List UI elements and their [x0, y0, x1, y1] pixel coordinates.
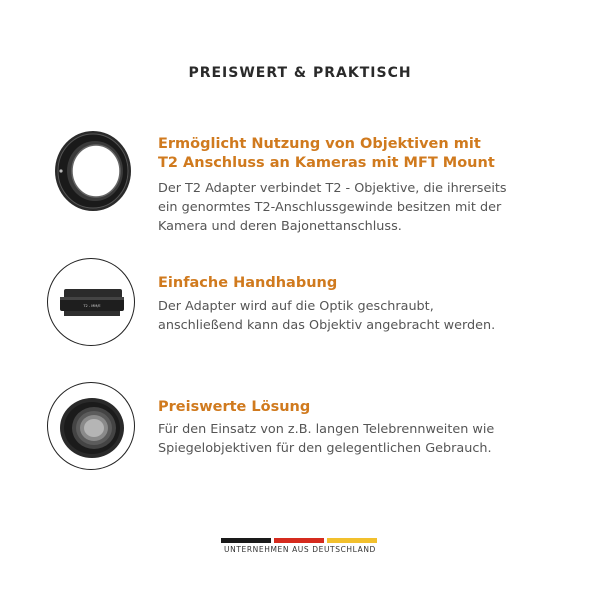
- feature-description-line: Kamera und deren Bajonettanschluss.: [158, 219, 402, 234]
- feature-heading-line: Einfache Handhabung: [158, 275, 338, 291]
- feature-heading-line: T2 Anschluss an Kameras mit MFT Mount: [158, 155, 495, 171]
- flag-stripe-red: [274, 538, 324, 543]
- adapter-ring-icon: [47, 127, 135, 215]
- adapter-engraving: T2 - MM/E: [83, 304, 101, 308]
- adapter-side-icon: [47, 258, 135, 346]
- footer-text: UNTERNEHMEN AUS DEUTSCHLAND: [224, 545, 376, 554]
- feature-description: [158, 179, 507, 236]
- adapter-back-icon: [47, 382, 135, 470]
- feature-description-line: Für den Einsatz von z.B. langen Telebrennweiten wie: [158, 422, 495, 437]
- feature-description-line: anschließend kann das Objektiv angebracht werden.: [158, 318, 496, 333]
- feature-description: [158, 297, 495, 335]
- flag-stripe-gold: [327, 538, 377, 543]
- page-title: PREISWERT & PRAKTISCH: [188, 65, 412, 81]
- flag-stripe-black: [221, 538, 271, 543]
- feature-heading: [158, 274, 337, 293]
- feature-heading: [158, 398, 310, 417]
- feature-heading-line: Preiswerte Lösung: [158, 399, 311, 415]
- feature-description-line: Der T2 Adapter verbindet T2 - Objektive, die ihrerseits: [158, 181, 507, 196]
- feature-description-line: Spiegelobjektiven für den gelegentlichen Gebrauch.: [158, 441, 492, 456]
- feature-description-line: Der Adapter wird auf die Optik geschraubt,: [158, 299, 434, 314]
- feature-description-line: ein genormtes T2-Anschlussgewinde besitzen mit der: [158, 200, 502, 215]
- feature-heading-line: Ermöglicht Nutzung von Objektiven mit: [158, 136, 481, 152]
- feature-description: [158, 420, 494, 458]
- feature-heading: [158, 135, 495, 173]
